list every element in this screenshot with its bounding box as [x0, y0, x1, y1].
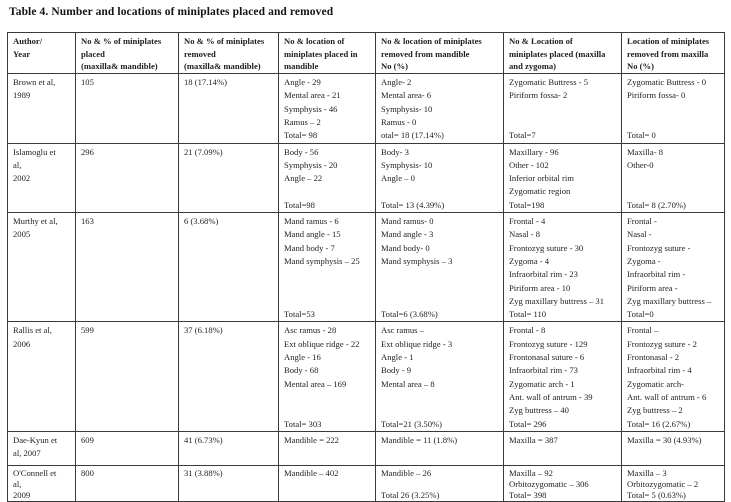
- cell-line: Total= 303: [284, 418, 322, 429]
- cell-line: Orbitozygomatic – 2: [627, 479, 699, 490]
- cell-line: Mand angle - 3: [381, 229, 434, 240]
- table-row: [8, 143, 725, 212]
- cell-line: Zygomatic region: [509, 186, 571, 197]
- cell-line: 2002: [13, 173, 31, 184]
- cell-line: Zyg maxillary buttress –: [627, 295, 712, 306]
- cell-line: Total=7: [509, 130, 536, 141]
- cell-line: [284, 185, 372, 198]
- cell-line: O'Connell et: [13, 467, 57, 478]
- cell-mandible-placed: [279, 143, 376, 212]
- col-header-maxilla-removed: [622, 33, 725, 74]
- cell-line: 2009: [13, 490, 31, 501]
- cell-removed-total: [179, 74, 279, 143]
- cell-line: Maxilla- 8: [627, 146, 664, 157]
- cell-line: Zyg buttress – 2: [627, 405, 683, 416]
- cell-line: Ant. wall of antrum - 6: [627, 391, 707, 402]
- table-body: [8, 74, 725, 502]
- cell-maxilla-removed: [622, 74, 725, 143]
- cell-line: Total= 13 (4.39%): [381, 199, 445, 210]
- cell-line: Symphysis- 10: [381, 159, 433, 170]
- cell-line: Body - 56: [284, 146, 319, 157]
- cell-mandible-placed: [279, 74, 376, 143]
- cell-line: Mandible – 402: [284, 467, 339, 478]
- cell-line: and zygoma): [509, 61, 557, 72]
- cell-line: Zyg buttress – 40: [509, 405, 569, 416]
- table-row: [8, 322, 725, 431]
- col-header-removed-total: [179, 33, 279, 74]
- cell-line: Brown et al,: [13, 77, 56, 88]
- cell-line: Zygomatic Buttress - 0: [627, 77, 707, 88]
- cell-line: Symphysis - 46: [284, 103, 338, 114]
- cell-line: 41 (6.73%): [184, 434, 223, 445]
- cell-mandible-removed: [376, 465, 504, 502]
- cell-line: Mandible = 11 (1.8%): [381, 434, 458, 445]
- table-header-row: [8, 33, 725, 74]
- cell-line: Frontal - 4: [509, 216, 546, 227]
- cell-line: [509, 116, 618, 129]
- cell-line: Author/: [13, 36, 43, 46]
- cell-line: Frontozyg suture - 2: [627, 338, 697, 349]
- cell-line: Frontal - 8: [509, 325, 546, 336]
- cell-line: Maxilla – 92: [509, 467, 553, 478]
- cell-line: [284, 268, 372, 281]
- cell-line: Inferior orbital rim: [509, 173, 574, 184]
- col-header-author-year: [8, 33, 76, 74]
- cell-line: Zyg maxillary buttress – 31: [509, 295, 604, 306]
- cell-maxilla-placed: [504, 143, 622, 212]
- cell-mandible-placed: [279, 431, 376, 465]
- cell-line: [627, 172, 721, 185]
- cell-maxilla-removed: [622, 143, 725, 212]
- cell-line: Asc ramus - 28: [284, 325, 337, 336]
- cell-line: Total= 8 (2.70%): [627, 199, 686, 210]
- cell-line: 31 (3.88%): [184, 467, 223, 478]
- cell-line: Mandible – 26: [381, 467, 432, 478]
- cell-line: miniplates placed (maxilla: [509, 48, 606, 59]
- cell-mandible-removed: [376, 213, 504, 322]
- cell-line: Ant. wall of antrum - 39: [509, 391, 593, 402]
- cell-line: Nasal -: [627, 229, 652, 240]
- cell-line: [284, 404, 372, 417]
- cell-maxilla-removed: [622, 465, 725, 502]
- cell-removed-total: [179, 431, 279, 465]
- cell-maxilla-removed: [622, 213, 725, 322]
- cell-line: Ramus - 0: [381, 117, 417, 127]
- cell-line: Location of miniplates: [627, 36, 710, 46]
- cell-line: Mand body- 0: [381, 242, 430, 253]
- cell-line: Symphysis- 10: [381, 103, 433, 114]
- cell-line: Symphysis - 20: [284, 159, 338, 170]
- cell-line: Angle- 2: [381, 77, 412, 88]
- cell-line: 105: [81, 77, 94, 88]
- cell-line: No & location of: [284, 36, 345, 46]
- cell-author-year: [8, 213, 76, 322]
- col-header-placed-total: [76, 33, 179, 74]
- cell-line: Total 26 (3.25%): [381, 490, 440, 501]
- cell-line: Total=198: [509, 199, 545, 210]
- cell-line: al,: [13, 479, 22, 490]
- cell-line: [509, 103, 618, 116]
- cell-line: [381, 479, 500, 490]
- cell-line: 609: [81, 434, 94, 445]
- cell-line: Mental area- 6: [381, 90, 432, 101]
- cell-line: placed: [81, 48, 105, 59]
- cell-line: Piriform fossa- 0: [627, 90, 686, 101]
- cell-line: Total= 16 (2.67%): [627, 418, 691, 429]
- cell-line: Body - 9: [381, 365, 412, 376]
- cell-maxilla-placed: [504, 213, 622, 322]
- cell-line: Islamoglu et: [13, 146, 56, 157]
- cell-line: 163: [81, 216, 94, 227]
- cell-line: 21 (7.09%): [184, 146, 223, 157]
- cell-line: removed from maxilla: [627, 48, 709, 59]
- cell-line: Total=98: [284, 199, 315, 210]
- cell-author-year: [8, 465, 76, 502]
- cell-line: miniplates placed in: [284, 48, 358, 59]
- table-row: [8, 431, 725, 465]
- cell-line: Frontozyg suture - 30: [509, 242, 584, 253]
- cell-line: removed from mandible: [381, 48, 470, 59]
- cell-line: Zygomatic arch-: [627, 378, 685, 389]
- cell-line: [284, 295, 372, 308]
- cell-line: Total= 398: [509, 490, 547, 501]
- cell-line: [627, 116, 721, 129]
- cell-line: 37 (6.18%): [184, 325, 223, 336]
- cell-line: Piriform fossa- 2: [509, 90, 568, 101]
- cell-line: Body- 3: [381, 146, 409, 157]
- cell-line: Frontal -: [627, 216, 657, 227]
- cell-line: Total= 110: [509, 309, 547, 320]
- cell-line: Total=6 (3.68%): [381, 309, 438, 320]
- cell-line: Other-0: [627, 159, 654, 170]
- cell-line: Total= 98: [284, 130, 318, 141]
- cell-line: [381, 282, 500, 295]
- table-row: [8, 465, 725, 502]
- cell-line: Total=21 (3.50%): [381, 418, 443, 429]
- cell-removed-total: [179, 143, 279, 212]
- cell-line: [627, 185, 721, 198]
- cell-mandible-removed: [376, 431, 504, 465]
- cell-line: Nasal - 8: [509, 229, 541, 240]
- cell-line: [381, 185, 500, 198]
- cell-line: Zygoma - 4: [509, 255, 550, 266]
- cell-line: Ext oblique ridge - 3: [381, 338, 453, 349]
- cell-line: 1989: [13, 90, 31, 101]
- cell-line: Mand symphysis – 25: [284, 255, 360, 266]
- cell-line: Dae-Kyun et: [13, 434, 58, 445]
- cell-maxilla-removed: [622, 431, 725, 465]
- cell-line: removed: [184, 48, 216, 59]
- miniplates-table: [7, 32, 725, 502]
- cell-placed-total: [76, 465, 179, 502]
- cell-line: Total= 5 (0.63%): [627, 490, 686, 501]
- cell-maxilla-placed: [504, 74, 622, 143]
- cell-line: [381, 391, 500, 404]
- cell-line: Infraorbital rim - 73: [509, 365, 578, 376]
- cell-line: No (%): [627, 61, 654, 72]
- cell-line: Mental area – 8: [381, 378, 435, 389]
- cell-line: Total= 296: [509, 418, 547, 429]
- cell-line: Infraorbital rim -: [627, 269, 686, 280]
- cell-removed-total: [179, 465, 279, 502]
- cell-line: 2005: [13, 229, 31, 240]
- cell-line: Mand angle - 15: [284, 229, 341, 240]
- cell-line: Frontozyg suture - 129: [509, 338, 588, 349]
- cell-line: Maxilla = 30 (4.93%): [627, 434, 702, 445]
- cell-maxilla-removed: [622, 322, 725, 431]
- cell-line: al,: [13, 159, 22, 170]
- cell-placed-total: [76, 213, 179, 322]
- cell-author-year: [8, 322, 76, 431]
- col-header-mandible-placed: [279, 33, 376, 74]
- cell-line: Angle - 16: [284, 352, 321, 363]
- cell-line: [381, 268, 500, 281]
- cell-author-year: [8, 143, 76, 212]
- cell-line: No & % of miniplates: [184, 36, 265, 46]
- cell-maxilla-placed: [504, 465, 622, 502]
- cell-author-year: [8, 431, 76, 465]
- cell-line: Frontonasal suture - 6: [509, 352, 585, 363]
- cell-line: 599: [81, 325, 94, 336]
- cell-line: 296: [81, 146, 94, 157]
- cell-line: Angle – 22: [284, 173, 323, 184]
- col-header-mandible-removed: [376, 33, 504, 74]
- cell-line: [381, 295, 500, 308]
- cell-line: Mandible = 222: [284, 434, 339, 445]
- cell-line: Zygomatic arch - 1: [509, 378, 575, 389]
- cell-line: Ext oblique ridge - 22: [284, 338, 360, 349]
- cell-line: Total=53: [284, 309, 315, 320]
- cell-line: (maxilla& mandible): [81, 61, 158, 72]
- cell-line: Mand symphysis – 3: [381, 255, 453, 266]
- cell-author-year: [8, 74, 76, 143]
- cell-line: No & Location of: [509, 36, 573, 46]
- cell-line: Mental area – 169: [284, 378, 347, 389]
- cell-line: Zygoma -: [627, 255, 661, 266]
- cell-line: Piriform area - 10: [509, 282, 571, 293]
- cell-line: Orbitozygomatic – 306: [509, 479, 589, 490]
- table-row: [8, 213, 725, 322]
- cell-line: Infraorbital rim - 4: [627, 365, 692, 376]
- cell-removed-total: [179, 213, 279, 322]
- cell-mandible-placed: [279, 465, 376, 502]
- cell-placed-total: [76, 431, 179, 465]
- cell-mandible-removed: [376, 74, 504, 143]
- cell-line: No & location of miniplates: [381, 36, 482, 46]
- cell-line: No (%): [381, 61, 408, 72]
- cell-mandible-placed: [279, 322, 376, 431]
- cell-line: [627, 103, 721, 116]
- cell-line: al, 2007: [13, 448, 41, 459]
- cell-line: Maxilla = 387: [509, 434, 558, 445]
- cell-line: Asc ramus –: [381, 325, 424, 336]
- cell-line: Other - 102: [509, 159, 549, 170]
- table-row: [8, 74, 725, 143]
- cell-line: Body - 68: [284, 365, 319, 376]
- cell-line: [381, 404, 500, 417]
- cell-line: Infraorbital rim - 23: [509, 269, 578, 280]
- cell-line: Ramus – 2: [284, 117, 321, 127]
- cell-line: Frontonasal - 2: [627, 352, 680, 363]
- cell-line: Rallis et al,: [13, 325, 52, 336]
- cell-line: otal= 18 (17.14%): [381, 130, 444, 141]
- cell-line: Piriform area -: [627, 282, 678, 293]
- cell-line: Year: [13, 48, 31, 59]
- table-title: Table 4. Number and locations of miniplates placed and removed: [9, 6, 334, 18]
- cell-line: Mand body - 7: [284, 242, 335, 253]
- cell-line: Mand ramus - 6: [284, 216, 339, 227]
- cell-line: [284, 282, 372, 295]
- cell-line: Murthy et al,: [13, 216, 58, 227]
- cell-line: 800: [81, 467, 94, 478]
- cell-maxilla-placed: [504, 322, 622, 431]
- cell-line: 2006: [13, 338, 31, 349]
- cell-placed-total: [76, 322, 179, 431]
- cell-maxilla-placed: [504, 431, 622, 465]
- cell-line: Angle - 1: [381, 352, 414, 363]
- cell-line: Frontozyg suture -: [627, 242, 691, 253]
- cell-line: mandible: [284, 61, 319, 72]
- cell-line: Mand ramus- 0: [381, 216, 434, 227]
- col-header-maxilla-placed: [504, 33, 622, 74]
- cell-line: (maxilla& mandible): [184, 61, 261, 72]
- cell-line: 18 (17.14%): [184, 77, 227, 88]
- cell-line: [284, 391, 372, 404]
- cell-placed-total: [76, 74, 179, 143]
- cell-line: 6 (3.68%): [184, 216, 219, 227]
- cell-line: Total=0: [627, 309, 654, 320]
- cell-line: Total= 0: [627, 130, 656, 141]
- cell-line: Zygomatic Buttress - 5: [509, 77, 589, 88]
- cell-mandible-placed: [279, 213, 376, 322]
- cell-line: Angle – 0: [381, 173, 415, 184]
- cell-line: Mental area - 21: [284, 90, 341, 101]
- cell-mandible-removed: [376, 143, 504, 212]
- cell-line: No & % of miniplates: [81, 36, 162, 46]
- cell-line: Maxilla – 3: [627, 467, 667, 478]
- cell-removed-total: [179, 322, 279, 431]
- cell-line: Angle - 29: [284, 77, 321, 88]
- cell-mandible-removed: [376, 322, 504, 431]
- cell-line: Frontal –: [627, 325, 659, 336]
- cell-line: Maxillary - 96: [509, 146, 559, 157]
- cell-placed-total: [76, 143, 179, 212]
